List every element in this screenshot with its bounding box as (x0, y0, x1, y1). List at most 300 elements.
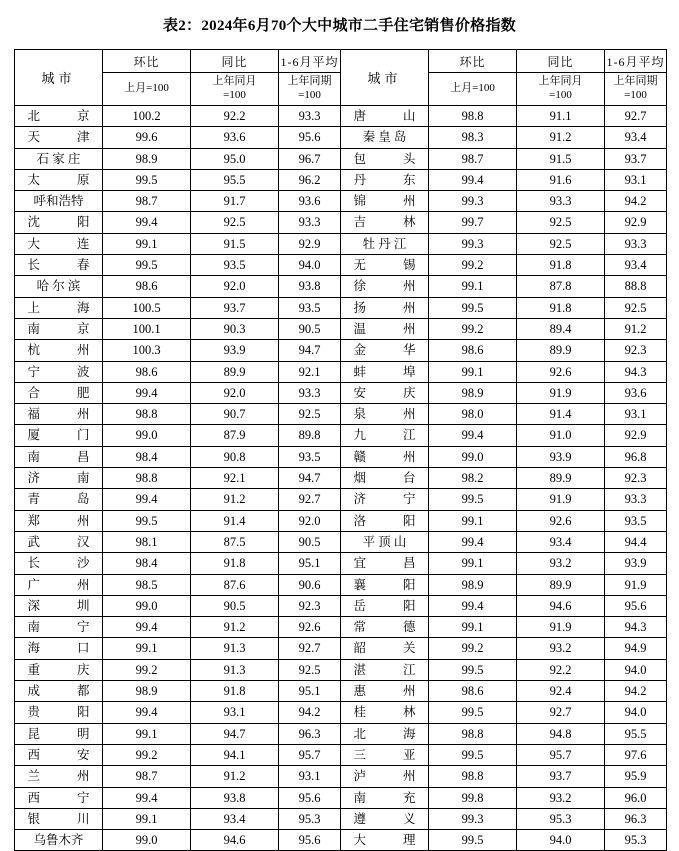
value-avg: 95.6 (279, 787, 341, 808)
city-name: 岳 阳 (353, 598, 416, 613)
value-yoy: 90.5 (191, 595, 279, 616)
value-yoy: 93.2 (517, 638, 605, 659)
header-sub-yoy-right-line2: =100 (549, 89, 572, 101)
city-name: 石 家 庄 (36, 151, 81, 166)
city-name: 成 都 (27, 684, 90, 699)
value-yoy: 92.6 (517, 510, 605, 531)
value-avg: 96.2 (279, 169, 341, 190)
city-name-cell (15, 361, 103, 382)
value-avg: 94.9 (605, 638, 667, 659)
value-yoy: 93.1 (191, 702, 279, 723)
page-title: 表2：2024年6月70个大中城市二手住宅销售价格指数 (162, 18, 517, 34)
value-avg: 96.3 (605, 808, 667, 829)
header-sub-avg-right (605, 73, 667, 106)
value-yoy: 91.2 (517, 127, 605, 148)
value-mom: 98.4 (103, 553, 191, 574)
value-avg: 92.9 (279, 233, 341, 254)
table-row (15, 382, 667, 403)
table-row (15, 446, 667, 467)
city-name: 海 口 (27, 641, 90, 656)
value-mom: 99.0 (103, 830, 191, 851)
city-name-cell (341, 446, 429, 467)
value-mom: 99.4 (429, 531, 517, 552)
value-yoy: 91.1 (517, 106, 605, 127)
table-body (15, 106, 667, 851)
table-row (15, 553, 667, 574)
value-avg: 92.7 (279, 489, 341, 510)
value-avg: 97.6 (605, 744, 667, 765)
value-avg: 93.8 (279, 276, 341, 297)
value-mom: 98.8 (103, 404, 191, 425)
city-name: 青 岛 (27, 492, 90, 507)
city-name-cell (341, 766, 429, 787)
city-name-cell (341, 255, 429, 276)
city-name: 安 庆 (353, 385, 416, 400)
value-avg: 96.8 (605, 446, 667, 467)
value-mom: 98.3 (429, 127, 517, 148)
value-avg: 92.6 (279, 617, 341, 638)
city-name-cell (341, 617, 429, 638)
city-name: 济 南 (27, 471, 90, 486)
value-avg: 93.9 (605, 553, 667, 574)
city-name-cell (15, 638, 103, 659)
city-name-cell (341, 191, 429, 212)
city-name: 郑 州 (27, 513, 90, 528)
city-name-cell (15, 255, 103, 276)
city-name-cell (341, 702, 429, 723)
city-name: 赣 州 (353, 449, 416, 464)
city-name-cell (341, 276, 429, 297)
city-name: 九 江 (353, 428, 416, 443)
value-mom: 99.2 (429, 318, 517, 339)
value-yoy: 92.6 (517, 361, 605, 382)
value-yoy: 93.2 (517, 553, 605, 574)
value-avg: 95.9 (605, 766, 667, 787)
table-row (15, 723, 667, 744)
value-avg: 93.3 (605, 233, 667, 254)
value-yoy: 94.0 (517, 830, 605, 851)
city-name-cell (15, 681, 103, 702)
city-name-cell (15, 510, 103, 531)
value-avg: 92.5 (605, 297, 667, 318)
header-mom-left: 环比 (103, 50, 191, 73)
value-yoy: 95.7 (517, 744, 605, 765)
value-yoy: 91.2 (191, 489, 279, 510)
value-avg: 93.1 (605, 169, 667, 190)
city-name: 哈 尔 滨 (36, 279, 81, 294)
value-avg: 92.3 (279, 595, 341, 616)
city-name: 秦 皇 岛 (362, 130, 407, 145)
city-name-cell (15, 148, 103, 169)
city-name: 兰 州 (27, 769, 90, 784)
city-name: 吉 林 (353, 215, 416, 230)
city-name: 北 海 (353, 726, 416, 741)
table-row (15, 808, 667, 829)
table-header (15, 50, 667, 106)
value-mom: 99.3 (429, 191, 517, 212)
value-avg: 92.7 (605, 106, 667, 127)
header-sub-yoy-left (191, 73, 279, 106)
value-avg: 90.5 (279, 531, 341, 552)
value-yoy: 95.5 (191, 169, 279, 190)
table-row (15, 468, 667, 489)
city-name: 厦 门 (27, 428, 90, 443)
value-mom: 100.5 (103, 297, 191, 318)
value-avg: 93.1 (605, 404, 667, 425)
table-row (15, 297, 667, 318)
value-yoy: 90.8 (191, 446, 279, 467)
value-mom: 98.7 (103, 766, 191, 787)
city-name-cell (341, 723, 429, 744)
table-row (15, 127, 667, 148)
city-name: 大 连 (27, 236, 90, 251)
table-row (15, 702, 667, 723)
value-avg: 94.2 (605, 191, 667, 212)
city-name: 济 宁 (353, 492, 416, 507)
header-sub-avg-right-line2: =100 (624, 89, 647, 101)
value-yoy: 91.2 (191, 617, 279, 638)
value-mom: 99.2 (429, 638, 517, 659)
city-name: 惠 州 (353, 684, 416, 699)
city-name-cell (15, 468, 103, 489)
value-avg: 92.3 (605, 468, 667, 489)
table-row (15, 510, 667, 531)
value-mom: 99.5 (429, 744, 517, 765)
value-yoy: 91.9 (517, 617, 605, 638)
value-mom: 99.3 (429, 808, 517, 829)
city-name-cell (341, 489, 429, 510)
city-name-cell (15, 766, 103, 787)
city-name-cell (15, 212, 103, 233)
value-avg: 88.8 (605, 276, 667, 297)
value-yoy: 93.3 (517, 191, 605, 212)
table-row (15, 255, 667, 276)
value-avg: 93.3 (605, 489, 667, 510)
value-mom: 99.5 (429, 830, 517, 851)
value-yoy: 89.9 (191, 361, 279, 382)
value-yoy: 91.6 (517, 169, 605, 190)
city-name-cell (341, 659, 429, 680)
value-avg: 92.1 (279, 361, 341, 382)
value-yoy: 87.9 (191, 425, 279, 446)
city-name: 唐 山 (353, 109, 416, 123)
value-mom: 99.1 (429, 553, 517, 574)
value-avg: 95.1 (279, 681, 341, 702)
city-name-cell (341, 404, 429, 425)
city-name: 贵 阳 (27, 705, 90, 720)
value-mom: 98.9 (103, 681, 191, 702)
value-avg: 94.2 (605, 681, 667, 702)
city-name-cell (341, 574, 429, 595)
value-mom: 99.4 (103, 382, 191, 403)
value-avg: 90.5 (279, 318, 341, 339)
table-row (15, 425, 667, 446)
value-yoy: 89.4 (517, 318, 605, 339)
city-name-cell (341, 595, 429, 616)
value-mom: 99.4 (429, 169, 517, 190)
city-name: 平 顶 山 (362, 534, 407, 549)
value-mom: 99.4 (103, 489, 191, 510)
value-mom: 99.5 (429, 489, 517, 510)
city-name: 西 安 (27, 747, 90, 762)
value-avg: 92.3 (605, 340, 667, 361)
table-row (15, 638, 667, 659)
city-name-cell (15, 191, 103, 212)
table-row (15, 169, 667, 190)
value-mom: 98.4 (103, 446, 191, 467)
value-mom: 99.4 (103, 212, 191, 233)
value-yoy: 89.9 (517, 468, 605, 489)
city-name: 无 锡 (353, 258, 416, 273)
value-mom: 99.0 (103, 595, 191, 616)
table-row (15, 617, 667, 638)
value-yoy: 94.8 (517, 723, 605, 744)
value-mom: 98.9 (103, 148, 191, 169)
value-avg: 95.3 (279, 808, 341, 829)
city-name-cell (341, 638, 429, 659)
header-sub-mom-left: 上月=100 (103, 73, 191, 106)
value-mom: 99.2 (429, 255, 517, 276)
table-row (15, 361, 667, 382)
value-mom: 98.8 (429, 723, 517, 744)
header-row-top (15, 50, 667, 73)
city-name: 深 圳 (27, 598, 90, 613)
table-row (15, 489, 667, 510)
city-name: 广 州 (27, 577, 90, 592)
value-mom: 99.4 (103, 617, 191, 638)
value-avg: 93.3 (279, 106, 341, 127)
city-name-cell (15, 702, 103, 723)
value-yoy: 94.1 (191, 744, 279, 765)
city-name-cell (341, 808, 429, 829)
header-sub-avg-right-line1: 上年同期 (613, 75, 658, 88)
value-yoy: 91.8 (517, 297, 605, 318)
value-mom: 98.1 (103, 531, 191, 552)
value-yoy: 87.6 (191, 574, 279, 595)
city-name: 杭 州 (27, 343, 90, 358)
table-row (15, 659, 667, 680)
value-avg: 92.0 (279, 510, 341, 531)
value-avg: 93.4 (605, 255, 667, 276)
value-avg: 92.9 (605, 425, 667, 446)
city-name: 福 州 (27, 407, 90, 422)
city-name: 三 亚 (353, 747, 416, 762)
value-avg: 93.5 (279, 446, 341, 467)
value-yoy: 94.6 (517, 595, 605, 616)
value-yoy: 89.9 (517, 340, 605, 361)
value-mom: 99.1 (103, 723, 191, 744)
city-name: 锦 州 (353, 194, 416, 209)
city-name: 上 海 (27, 300, 90, 315)
city-name-cell (15, 574, 103, 595)
city-name-cell (15, 233, 103, 254)
value-mom: 99.1 (103, 638, 191, 659)
city-name: 洛 阳 (353, 513, 416, 528)
value-mom: 99.6 (103, 127, 191, 148)
table-row (15, 340, 667, 361)
value-mom: 99.3 (429, 233, 517, 254)
value-yoy: 91.2 (191, 766, 279, 787)
value-mom: 99.1 (103, 808, 191, 829)
city-name: 遵 义 (353, 811, 416, 826)
city-name-cell (341, 318, 429, 339)
value-avg: 94.2 (279, 702, 341, 723)
value-mom: 98.2 (429, 468, 517, 489)
value-avg: 94.3 (605, 361, 667, 382)
value-avg: 93.5 (605, 510, 667, 531)
table-row (15, 404, 667, 425)
city-name: 泸 州 (353, 769, 416, 784)
value-avg: 93.1 (279, 766, 341, 787)
table-container (0, 49, 679, 851)
city-name-cell (15, 617, 103, 638)
city-name: 银 川 (27, 811, 90, 826)
city-name-cell (15, 531, 103, 552)
city-name: 扬 州 (353, 300, 416, 315)
table-row (15, 276, 667, 297)
value-yoy: 92.5 (517, 212, 605, 233)
value-yoy: 91.4 (191, 510, 279, 531)
value-avg: 93.3 (279, 382, 341, 403)
value-avg: 95.7 (279, 744, 341, 765)
header-city-right: 城市 (341, 50, 429, 106)
city-name: 天 津 (27, 130, 90, 145)
city-name-cell (15, 446, 103, 467)
header-sub-mom-right: 上月=100 (429, 73, 517, 106)
value-avg: 94.4 (605, 531, 667, 552)
city-name-cell (15, 787, 103, 808)
value-yoy: 91.9 (517, 489, 605, 510)
table-row (15, 148, 667, 169)
table-row (15, 681, 667, 702)
value-mom: 99.5 (429, 297, 517, 318)
value-yoy: 91.8 (191, 553, 279, 574)
value-avg: 94.3 (605, 617, 667, 638)
header-sub-yoy-left-line1: 上年同月 (212, 75, 257, 88)
city-name: 南 京 (27, 321, 90, 336)
city-name-cell (15, 127, 103, 148)
city-name-cell (341, 340, 429, 361)
city-name-cell (341, 468, 429, 489)
value-yoy: 90.3 (191, 318, 279, 339)
city-name-cell (15, 489, 103, 510)
city-name: 大 理 (353, 833, 416, 848)
table-row (15, 744, 667, 765)
value-avg: 95.6 (279, 127, 341, 148)
value-avg: 93.6 (279, 191, 341, 212)
value-yoy: 95.3 (517, 808, 605, 829)
city-name: 宜 昌 (353, 556, 416, 571)
city-name-cell (341, 382, 429, 403)
value-avg: 94.7 (279, 340, 341, 361)
city-name: 蚌 埠 (353, 364, 416, 379)
city-name: 桂 林 (353, 705, 416, 720)
city-name-cell (15, 595, 103, 616)
value-yoy: 91.5 (517, 148, 605, 169)
table-row (15, 595, 667, 616)
city-name: 烟 台 (353, 471, 416, 486)
city-name-cell (15, 425, 103, 446)
city-name: 襄 阳 (353, 577, 416, 592)
city-name-cell (341, 681, 429, 702)
value-mom: 99.4 (103, 787, 191, 808)
header-sub-yoy-left-line2: =100 (223, 89, 246, 101)
value-mom: 99.2 (103, 659, 191, 680)
value-yoy: 93.6 (191, 127, 279, 148)
price-index-table (14, 49, 667, 851)
value-yoy: 92.5 (517, 233, 605, 254)
value-yoy: 91.8 (191, 681, 279, 702)
value-mom: 99.5 (429, 659, 517, 680)
value-avg: 89.8 (279, 425, 341, 446)
value-mom: 98.6 (429, 340, 517, 361)
city-name-cell (15, 106, 103, 127)
value-yoy: 92.0 (191, 382, 279, 403)
value-avg: 96.0 (605, 787, 667, 808)
city-name-cell (15, 340, 103, 361)
value-mom: 98.6 (103, 276, 191, 297)
table-row (15, 787, 667, 808)
value-yoy: 93.7 (517, 766, 605, 787)
city-name: 长 春 (27, 258, 90, 273)
table-row (15, 106, 667, 127)
value-mom: 98.7 (429, 148, 517, 169)
city-name-cell (341, 297, 429, 318)
table-row (15, 233, 667, 254)
value-avg: 95.5 (605, 723, 667, 744)
city-name: 呼和浩特 (33, 194, 84, 209)
header-city-left: 城市 (15, 50, 103, 106)
city-name-cell (341, 510, 429, 531)
city-name: 南 昌 (27, 449, 90, 464)
table-row (15, 830, 667, 851)
value-yoy: 94.7 (191, 723, 279, 744)
city-name-cell (341, 553, 429, 574)
value-yoy: 91.7 (191, 191, 279, 212)
header-yoy-right: 同比 (517, 50, 605, 73)
city-name: 丹 东 (353, 172, 416, 187)
table-row (15, 574, 667, 595)
city-name: 太 原 (27, 172, 90, 187)
city-name: 南 充 (353, 790, 416, 805)
city-name: 包 头 (353, 151, 416, 166)
value-mom: 99.1 (429, 361, 517, 382)
value-yoy: 91.3 (191, 659, 279, 680)
value-yoy: 93.7 (191, 297, 279, 318)
value-mom: 99.5 (103, 169, 191, 190)
value-avg: 93.3 (279, 212, 341, 233)
city-name: 泉 州 (353, 407, 416, 422)
value-avg: 91.9 (605, 574, 667, 595)
value-yoy: 92.1 (191, 468, 279, 489)
city-name: 湛 江 (353, 662, 416, 677)
value-yoy: 93.9 (517, 446, 605, 467)
value-mom: 99.8 (429, 787, 517, 808)
city-name: 昆 明 (27, 726, 90, 741)
value-mom: 99.7 (429, 212, 517, 233)
table-row (15, 212, 667, 233)
value-yoy: 91.4 (517, 404, 605, 425)
value-avg: 95.3 (605, 830, 667, 851)
city-name: 温 州 (353, 321, 416, 336)
value-avg: 94.7 (279, 468, 341, 489)
value-avg: 92.7 (279, 638, 341, 659)
value-avg: 92.5 (279, 659, 341, 680)
value-avg: 95.6 (605, 595, 667, 616)
city-name-cell (341, 425, 429, 446)
city-name: 金 华 (353, 343, 416, 358)
value-yoy: 93.9 (191, 340, 279, 361)
